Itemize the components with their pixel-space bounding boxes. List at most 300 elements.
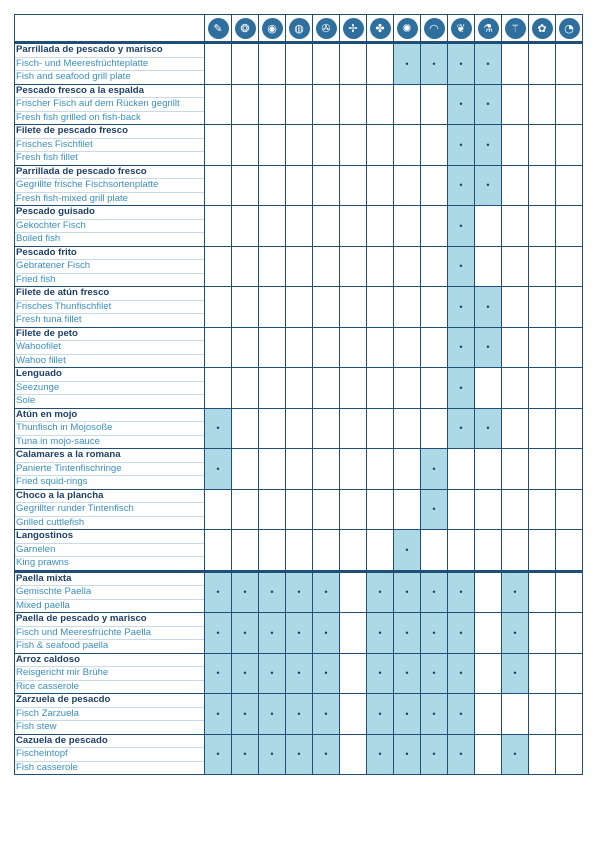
allergen-mark: • bbox=[448, 368, 475, 409]
dish-name-en: Fresh tuna fillet bbox=[15, 313, 204, 327]
dish-name-de: Gebratener Fisch bbox=[15, 259, 204, 273]
dish-row bbox=[15, 530, 583, 572]
allergen-cell bbox=[502, 368, 529, 409]
dish-name-es: Arroz caldoso bbox=[16, 653, 80, 665]
allergen-cell bbox=[556, 449, 583, 490]
allergen-cell bbox=[448, 489, 475, 530]
allergen-cell bbox=[556, 489, 583, 530]
dish-name-en: Fish casserole bbox=[15, 761, 204, 775]
allergen-cell bbox=[475, 489, 502, 530]
dish-name-de: Frisches Thunfischfilet bbox=[15, 300, 204, 314]
allergen-header-nut bbox=[340, 15, 367, 43]
dish-row bbox=[15, 694, 583, 735]
allergen-header-egg bbox=[232, 15, 259, 43]
allergen-cell bbox=[529, 125, 556, 166]
allergen-cell bbox=[286, 408, 313, 449]
allergen-header-grain bbox=[205, 15, 232, 43]
allergen-cell bbox=[394, 489, 421, 530]
dish-row bbox=[15, 368, 583, 409]
allergen-cell bbox=[286, 43, 313, 85]
allergen-cell bbox=[259, 165, 286, 206]
allergen-mark: • bbox=[421, 489, 448, 530]
allergen-mark: • bbox=[421, 734, 448, 775]
allergen-cell bbox=[340, 165, 367, 206]
allergen-cell bbox=[529, 408, 556, 449]
dish-name-es: Pescado frito bbox=[16, 246, 77, 258]
allergen-cell bbox=[475, 613, 502, 654]
allergen-cell bbox=[313, 530, 340, 572]
allergen-cell bbox=[340, 43, 367, 85]
allergen-cell bbox=[232, 327, 259, 368]
allergen-mark: • bbox=[394, 653, 421, 694]
dish-name-es: Filete de pescado fresco bbox=[16, 125, 128, 136]
dish-name-cell bbox=[15, 489, 205, 530]
allergen-cell bbox=[232, 489, 259, 530]
allergen-cell bbox=[340, 694, 367, 735]
dish-name-cell bbox=[15, 530, 205, 572]
allergen-header-row bbox=[15, 15, 583, 43]
dish-name-cell bbox=[15, 613, 205, 654]
allergen-mark: • bbox=[367, 734, 394, 775]
allergen-mark: • bbox=[313, 653, 340, 694]
allergen-cell bbox=[529, 530, 556, 572]
allergen-cell bbox=[529, 43, 556, 85]
allergen-cell bbox=[367, 530, 394, 572]
allergen-cell bbox=[529, 734, 556, 775]
allergen-cell bbox=[556, 84, 583, 125]
allergen-cell bbox=[394, 449, 421, 490]
dish-row bbox=[15, 165, 583, 206]
allergen-cell bbox=[232, 84, 259, 125]
milk-icon: ◉ bbox=[262, 18, 283, 39]
allergen-mark: • bbox=[205, 694, 232, 735]
dish-name-en: Fried squid-rings bbox=[15, 475, 204, 489]
allergen-cell bbox=[502, 165, 529, 206]
dish-name-cell bbox=[15, 43, 205, 85]
allergen-cell bbox=[340, 327, 367, 368]
sesame-icon: ⚚ bbox=[505, 18, 526, 39]
allergen-cell bbox=[502, 84, 529, 125]
allergen-cell bbox=[529, 368, 556, 409]
allergen-mark: • bbox=[394, 530, 421, 572]
allergen-mark: • bbox=[205, 449, 232, 490]
allergen-cell bbox=[259, 530, 286, 572]
allergen-cell bbox=[259, 125, 286, 166]
dish-name-cell bbox=[15, 408, 205, 449]
allergen-mark: • bbox=[448, 206, 475, 247]
allergen-cell bbox=[340, 84, 367, 125]
allergen-cell bbox=[502, 408, 529, 449]
allergen-cell bbox=[340, 246, 367, 287]
allergen-mark: • bbox=[205, 734, 232, 775]
allergen-cell bbox=[232, 165, 259, 206]
dish-name-cell bbox=[15, 287, 205, 328]
allergen-mark: • bbox=[502, 571, 529, 613]
allergen-cell bbox=[205, 327, 232, 368]
dish-name-cell bbox=[15, 368, 205, 409]
allergen-cell bbox=[556, 287, 583, 328]
allergen-mark: • bbox=[232, 653, 259, 694]
dish-name-de: Fisch Zarzuela bbox=[15, 707, 204, 721]
allergen-cell bbox=[340, 530, 367, 572]
allergen-cell bbox=[421, 246, 448, 287]
allergen-cell bbox=[367, 125, 394, 166]
allergen-mark: • bbox=[367, 571, 394, 613]
allergen-cell bbox=[259, 368, 286, 409]
allergen-cell bbox=[205, 125, 232, 166]
allergen-mark: • bbox=[448, 408, 475, 449]
allergen-cell bbox=[367, 287, 394, 328]
allergen-cell bbox=[448, 530, 475, 572]
allergen-cell bbox=[259, 206, 286, 247]
allergen-cell bbox=[421, 368, 448, 409]
allergen-cell bbox=[286, 165, 313, 206]
dish-name-de: Frischer Fisch auf dem Rücken gegrillt bbox=[15, 97, 204, 111]
allergen-cell bbox=[232, 287, 259, 328]
allergen-cell bbox=[394, 165, 421, 206]
soy-icon: ✇ bbox=[316, 18, 337, 39]
allergen-cell bbox=[205, 530, 232, 572]
allergen-cell bbox=[394, 327, 421, 368]
sulfite-icon: ✿ bbox=[532, 18, 553, 39]
allergen-mark: • bbox=[205, 653, 232, 694]
peanut-icon: ◍ bbox=[289, 18, 310, 39]
dish-name-en: Sole bbox=[15, 394, 204, 408]
allergen-cell bbox=[205, 489, 232, 530]
allergen-cell bbox=[556, 571, 583, 613]
allergen-mark: • bbox=[421, 571, 448, 613]
allergen-cell bbox=[205, 84, 232, 125]
dish-name-es: Paella de pescado y marisco bbox=[16, 613, 147, 624]
dish-name-en: Fresh fish fillet bbox=[15, 151, 204, 165]
allergen-mark: • bbox=[259, 694, 286, 735]
allergen-mark: • bbox=[448, 734, 475, 775]
allergen-cell bbox=[286, 287, 313, 328]
dish-name-es: Filete de peto bbox=[16, 327, 78, 339]
allergen-cell bbox=[286, 368, 313, 409]
dish-row bbox=[15, 489, 583, 530]
allergen-header-celery bbox=[367, 15, 394, 43]
dish-name-en: Fish & seafood paella bbox=[15, 639, 204, 653]
allergen-cell bbox=[286, 530, 313, 572]
dish-row bbox=[15, 734, 583, 775]
dish-name-en: Wahoo fillet bbox=[15, 354, 204, 368]
dish-name-es: Parrillada de pescado y marisco bbox=[16, 44, 163, 55]
dish-name-de: Fisch- und Meeresfrüchteplatte bbox=[15, 57, 204, 71]
dish-name-es: Parrillada de pescado fresco bbox=[16, 165, 147, 177]
allergen-cell bbox=[340, 449, 367, 490]
allergen-cell bbox=[556, 694, 583, 735]
allergen-mark: • bbox=[259, 571, 286, 613]
header-blank-cell bbox=[15, 15, 205, 43]
allergen-cell bbox=[475, 571, 502, 613]
dish-name-en: Fried fish bbox=[15, 273, 204, 287]
allergen-cell bbox=[259, 287, 286, 328]
dish-name-en: Tuna in mojo-sauce bbox=[15, 435, 204, 449]
allergen-cell bbox=[556, 246, 583, 287]
allergen-cell bbox=[529, 653, 556, 694]
allergen-mark: • bbox=[448, 165, 475, 206]
dish-name-en: Fish and seafood grill plate bbox=[15, 70, 204, 84]
dish-name-es: Pescado fresco a la espalda bbox=[16, 84, 144, 96]
dish-row bbox=[15, 613, 583, 654]
dish-name-es: Filete de atún fresco bbox=[16, 287, 110, 298]
allergen-cell bbox=[529, 489, 556, 530]
allergen-cell bbox=[232, 206, 259, 247]
allergen-cell bbox=[340, 653, 367, 694]
allergen-cell bbox=[475, 694, 502, 735]
allergen-cell bbox=[232, 246, 259, 287]
allergen-cell bbox=[313, 287, 340, 328]
allergen-cell bbox=[421, 125, 448, 166]
allergen-cell bbox=[259, 449, 286, 490]
allergen-mark: • bbox=[286, 571, 313, 613]
allergen-cell bbox=[313, 327, 340, 368]
allergen-mark: • bbox=[448, 43, 475, 85]
nut-icon: ✢ bbox=[343, 18, 364, 39]
allergen-mark: • bbox=[475, 84, 502, 125]
allergen-cell bbox=[367, 84, 394, 125]
allergen-cell bbox=[475, 734, 502, 775]
dish-rows bbox=[15, 43, 583, 775]
dish-row bbox=[15, 653, 583, 694]
allergen-cell bbox=[313, 125, 340, 166]
allergen-mark: • bbox=[448, 287, 475, 328]
dish-name-es: Cazuela de pescado bbox=[16, 734, 108, 746]
dish-name-cell bbox=[15, 246, 205, 287]
allergen-mark: • bbox=[394, 613, 421, 654]
allergen-header-soy bbox=[313, 15, 340, 43]
allergen-cell bbox=[313, 84, 340, 125]
dish-row bbox=[15, 449, 583, 490]
allergen-cell bbox=[367, 165, 394, 206]
fish-icon: ❦ bbox=[451, 18, 472, 39]
allergen-mark: • bbox=[448, 84, 475, 125]
allergen-mark: • bbox=[286, 653, 313, 694]
allergen-cell bbox=[259, 43, 286, 85]
allergen-cell bbox=[232, 530, 259, 572]
allergen-table bbox=[14, 14, 583, 775]
allergen-table-sheet bbox=[14, 14, 581, 775]
egg-icon: ❂ bbox=[235, 18, 256, 39]
allergen-mark: • bbox=[232, 734, 259, 775]
allergen-cell bbox=[286, 449, 313, 490]
allergen-cell bbox=[502, 125, 529, 166]
dish-name-en: Mixed paella bbox=[15, 599, 204, 613]
dish-row bbox=[15, 246, 583, 287]
allergen-cell bbox=[502, 530, 529, 572]
dish-name-cell bbox=[15, 571, 205, 613]
allergen-cell bbox=[475, 206, 502, 247]
allergen-cell bbox=[529, 246, 556, 287]
allergen-cell bbox=[394, 408, 421, 449]
allergen-header-mustard bbox=[475, 15, 502, 43]
allergen-cell bbox=[286, 246, 313, 287]
allergen-header-fish bbox=[448, 15, 475, 43]
allergen-mark: • bbox=[475, 408, 502, 449]
allergen-mark: • bbox=[286, 734, 313, 775]
allergen-cell bbox=[394, 125, 421, 166]
allergen-cell bbox=[232, 449, 259, 490]
allergen-cell bbox=[502, 206, 529, 247]
grain-icon: ✎ bbox=[208, 18, 229, 39]
allergen-cell bbox=[556, 734, 583, 775]
allergen-mark: • bbox=[394, 43, 421, 85]
allergen-cell bbox=[205, 165, 232, 206]
allergen-mark: • bbox=[421, 613, 448, 654]
allergen-cell bbox=[340, 613, 367, 654]
allergen-cell bbox=[286, 84, 313, 125]
allergen-cell bbox=[232, 43, 259, 85]
dish-name-de: Fischeintopf bbox=[15, 747, 204, 761]
allergen-cell bbox=[394, 246, 421, 287]
allergen-mark: • bbox=[448, 246, 475, 287]
allergen-cell bbox=[448, 449, 475, 490]
allergen-cell bbox=[529, 84, 556, 125]
allergen-cell bbox=[475, 449, 502, 490]
allergen-cell bbox=[421, 408, 448, 449]
allergen-cell bbox=[367, 408, 394, 449]
allergen-cell bbox=[367, 246, 394, 287]
allergen-cell bbox=[475, 368, 502, 409]
allergen-cell bbox=[340, 287, 367, 328]
allergen-cell bbox=[259, 327, 286, 368]
allergen-mark: • bbox=[259, 653, 286, 694]
allergen-cell bbox=[475, 653, 502, 694]
allergen-mark: • bbox=[502, 613, 529, 654]
allergen-mark: • bbox=[313, 571, 340, 613]
allergen-cell bbox=[367, 327, 394, 368]
dish-name-es: Atún en mojo bbox=[16, 408, 78, 420]
allergen-cell bbox=[502, 246, 529, 287]
allergen-cell bbox=[475, 530, 502, 572]
allergen-header-shell bbox=[421, 15, 448, 43]
allergen-cell bbox=[556, 368, 583, 409]
dish-name-es: Zarzuela de pesacdo bbox=[16, 694, 111, 705]
allergen-cell bbox=[421, 206, 448, 247]
allergen-mark: • bbox=[367, 694, 394, 735]
dish-name-cell bbox=[15, 125, 205, 166]
dish-name-de: Gegrillte frische Fischsortenplatte bbox=[15, 178, 204, 192]
allergen-mark: • bbox=[448, 125, 475, 166]
allergen-mark: • bbox=[232, 694, 259, 735]
dish-name-cell bbox=[15, 327, 205, 368]
allergen-cell bbox=[286, 327, 313, 368]
allergen-cell bbox=[502, 287, 529, 328]
allergen-header-sesame bbox=[502, 15, 529, 43]
allergen-mark: • bbox=[475, 165, 502, 206]
dish-row bbox=[15, 43, 583, 85]
allergen-mark: • bbox=[394, 571, 421, 613]
allergen-cell bbox=[286, 125, 313, 166]
allergen-mark: • bbox=[313, 613, 340, 654]
allergen-cell bbox=[502, 43, 529, 85]
allergen-cell bbox=[421, 287, 448, 328]
allergen-cell bbox=[205, 287, 232, 328]
allergen-cell bbox=[367, 368, 394, 409]
allergen-cell bbox=[529, 694, 556, 735]
allergen-cell bbox=[556, 408, 583, 449]
dish-name-de: Gegrillter runder Tintenfisch bbox=[15, 502, 204, 516]
allergen-mark: • bbox=[475, 43, 502, 85]
dish-name-de: Seezunge bbox=[15, 381, 204, 395]
allergen-cell bbox=[340, 125, 367, 166]
allergen-cell bbox=[205, 43, 232, 85]
allergen-cell bbox=[529, 613, 556, 654]
allergen-cell bbox=[421, 165, 448, 206]
allergen-cell bbox=[313, 489, 340, 530]
allergen-cell bbox=[556, 327, 583, 368]
allergen-mark: • bbox=[259, 613, 286, 654]
allergen-mark: • bbox=[394, 734, 421, 775]
allergen-cell bbox=[367, 449, 394, 490]
allergen-cell bbox=[394, 368, 421, 409]
allergen-header-peanut bbox=[286, 15, 313, 43]
dish-name-es: Langostinos bbox=[16, 530, 74, 541]
dish-name-de: Gekochter Fisch bbox=[15, 219, 204, 233]
allergen-mark: • bbox=[421, 653, 448, 694]
dish-name-cell bbox=[15, 734, 205, 775]
allergen-cell bbox=[421, 530, 448, 572]
allergen-cell bbox=[232, 408, 259, 449]
allergen-cell bbox=[313, 449, 340, 490]
allergen-cell bbox=[502, 489, 529, 530]
allergen-cell bbox=[529, 165, 556, 206]
allergen-cell bbox=[394, 84, 421, 125]
allergen-cell bbox=[313, 206, 340, 247]
allergen-mark: • bbox=[448, 694, 475, 735]
allergen-cell bbox=[313, 246, 340, 287]
allergen-mark: • bbox=[394, 694, 421, 735]
dish-row bbox=[15, 206, 583, 247]
dish-name-en: Boiled fish bbox=[15, 232, 204, 246]
allergen-mark: • bbox=[259, 734, 286, 775]
allergen-mark: • bbox=[205, 571, 232, 613]
allergen-header-crab bbox=[394, 15, 421, 43]
dish-name-en: Fish stew bbox=[15, 720, 204, 734]
allergen-cell bbox=[529, 449, 556, 490]
allergen-mark: • bbox=[286, 613, 313, 654]
dish-name-de: Thunfisch in Mojosoße bbox=[15, 421, 204, 435]
allergen-mark: • bbox=[205, 408, 232, 449]
allergen-cell bbox=[475, 246, 502, 287]
dish-row bbox=[15, 287, 583, 328]
dish-name-es: Pescado guisado bbox=[16, 206, 95, 217]
allergen-mark: • bbox=[367, 613, 394, 654]
dish-name-en: Fresh fish grilled on fish-back bbox=[15, 111, 204, 125]
dish-name-es: Calamares a la romana bbox=[16, 449, 121, 460]
allergen-mark: • bbox=[313, 694, 340, 735]
dish-name-de: Gemischte Paella bbox=[15, 585, 204, 599]
allergen-cell bbox=[556, 125, 583, 166]
allergen-mark: • bbox=[448, 327, 475, 368]
dish-name-en: Fresh fish-mixed grill plate bbox=[15, 192, 204, 206]
dish-name-de: Reisgericht mir Brühe bbox=[15, 666, 204, 680]
allergen-cell bbox=[421, 84, 448, 125]
dish-row bbox=[15, 125, 583, 166]
allergen-cell bbox=[367, 489, 394, 530]
dish-name-es: Choco a la plancha bbox=[16, 489, 104, 501]
allergen-cell bbox=[367, 206, 394, 247]
celery-icon: ✤ bbox=[370, 18, 391, 39]
shell-icon: ◠ bbox=[424, 18, 445, 39]
allergen-mark: • bbox=[286, 694, 313, 735]
allergen-cell bbox=[421, 327, 448, 368]
dish-name-cell bbox=[15, 449, 205, 490]
dish-row bbox=[15, 327, 583, 368]
allergen-cell bbox=[394, 206, 421, 247]
allergen-cell bbox=[556, 43, 583, 85]
